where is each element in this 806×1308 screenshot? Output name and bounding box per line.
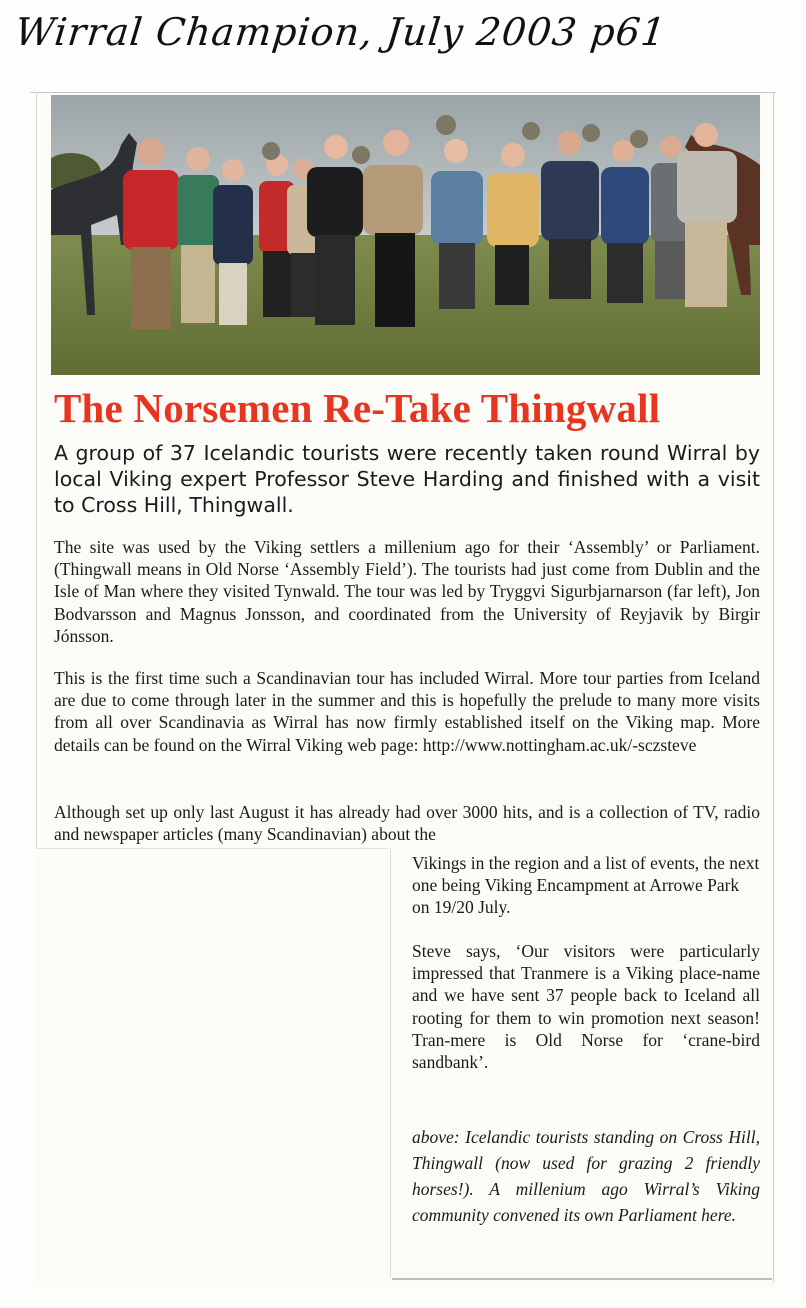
article-paragraph: This is the first time such a Scandinavian tour has included Wirral. More tour parties from Iceland are due to come through later in the summer and this is hopefully the prelude to many more visits from all over Scandinavia as Wirral has now firmly established itself on the Viking map. More details can be found on the Wirral Viking web page: http://www.nottingham.ac.uk/-sczsteve bbox=[54, 668, 760, 755]
article-intro: A group of 37 Icelandic tourists were recently taken round Wirral by local Viking expert Professor Steve Harding and finished with a visit to Cross Hill, Thingwall. bbox=[54, 441, 760, 517]
article-paragraph: The site was used by the Viking settlers a millenium ago for their ‘Assembly’ or Parliament. (Thingwall means in Old Norse ‘Assembly Field’). The tourists had just come from Dublin and the Isle of Man where they visited Tynwald. The tour was led by Tryggvi Sigurbjarnarson (far left), Jon Bodvarsson and Magnus Jonsson, and coordinated from the University of Reyjavik by Birgir Jónsson. bbox=[54, 537, 760, 646]
clipping-edge bbox=[30, 92, 776, 93]
clipping-edge bbox=[36, 92, 37, 849]
article-headline: The Norsemen Re-Take Thingwall bbox=[54, 385, 661, 431]
article-paragraph: Steve says, ‘Our visitors were particularly impressed that Tranmere is a Viking place-name and we have sent 37 people back to Iceland all rooting for them to win promotion next season! Tran-mere is Old Norse for ‘crane-bird sandbank’. bbox=[412, 941, 760, 1073]
clipping-edge bbox=[36, 848, 388, 849]
clipping-edge bbox=[773, 92, 774, 1282]
clipping-edge bbox=[390, 848, 391, 1278]
article-paragraph: Although set up only last August it has already had over 3000 hits, and is a collection of TV, radio and newspaper articles (many Scandinavian) about the bbox=[54, 802, 760, 845]
photo-caption: above: Icelandic tourists standing on Cross Hill, Thingwall (now used for grazing 2 friendly horses!). A millenium ago Wirral’s Viking community convened its own Parliament here. bbox=[412, 1127, 760, 1225]
group-photo-illustration bbox=[51, 95, 760, 375]
clipping-edge bbox=[392, 1278, 772, 1280]
handwritten-source-note: Wirral Champion, July 2003 p61 bbox=[13, 10, 669, 54]
article-paragraph-continued: Vikings in the region and a list of events, the next one being Viking Encampment at Arrowe Park on 19/20 July. bbox=[412, 853, 760, 918]
group-photo bbox=[51, 95, 760, 375]
